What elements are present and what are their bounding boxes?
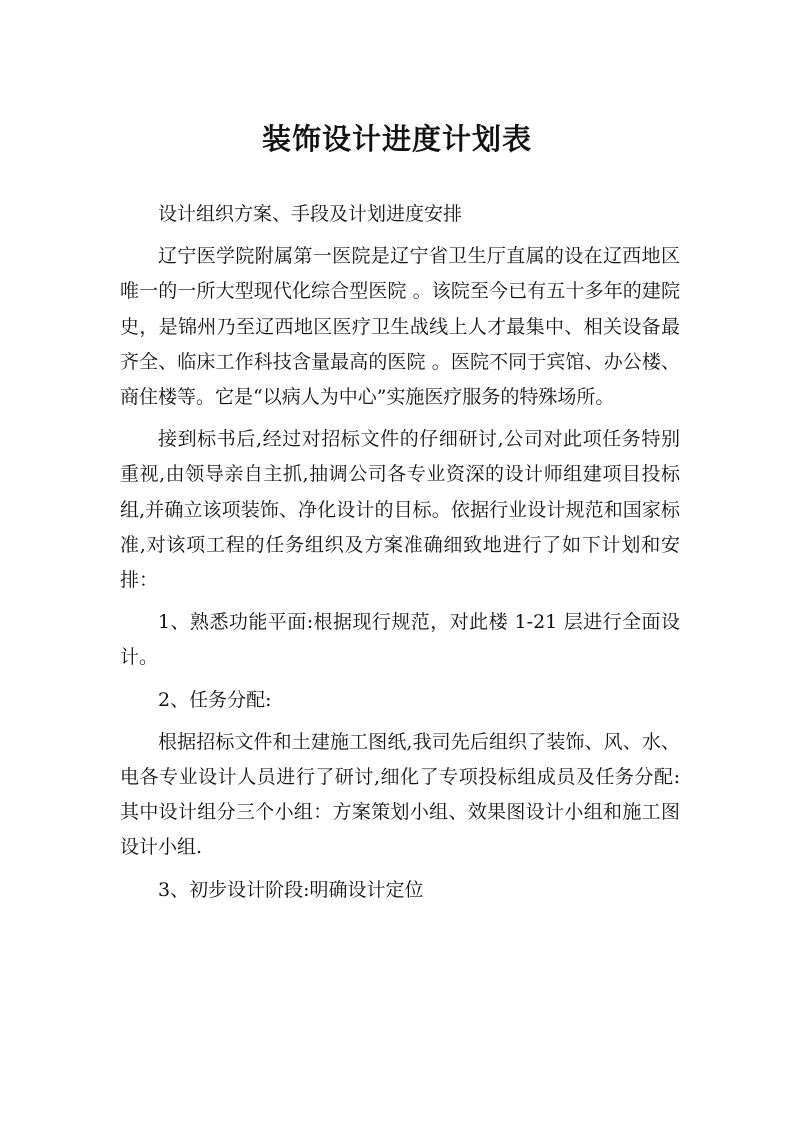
tender-response-paragraph: 接到标书后,经过对招标文件的仔细研讨,公司对此项任务特别重视,由领导亲自主抓,抽调公司各专业资深的设计师组建项目投标组,并确立该项装饰、净化设计的目标。依据行业设计规范和国家标准,对该项工程的任务组织及方案准确细致地进行了如下计划和安排：	[120, 428, 680, 592]
document-title: 装饰设计进度计划表	[261, 122, 532, 157]
section-heading: 设计组织方案、手段及计划进度安排	[158, 203, 463, 225]
step-2-heading: 2、任务分配:	[158, 688, 272, 711]
step-3-heading: 3、初步设计阶段:明确设计定位	[158, 878, 424, 901]
document-body	[120, 197, 680, 908]
step-1-paragraph: 1、熟悉功能平面:根据现行规范，对此楼 1-21 层进行全面设计。	[120, 611, 680, 669]
hospital-intro-paragraph: 辽宁医学院附属第一医院是辽宁省卫生厅直属的设在辽西地区唯一的一所大型现代化综合型医院 。该院至今已有五十多年的建院史，是锦州乃至辽西地区医疗卫生战线上人才最集中、相关设备最齐全、临床工作科技含量最高的医院 。医院不同于宾馆、办公楼、商住楼等。它是“以病人为中心”实施医疗服务的特殊场所。	[120, 245, 680, 409]
task-allocation-paragraph: 根据招标文件和土建施工图纸,我司先后组织了装饰、风、水、电各专业设计人员进行了研讨,细化了专项投标组成员及任务分配:其中设计组分三个小组：方案策划小组、效果图设计小组和施工图设计小组.	[120, 730, 680, 859]
